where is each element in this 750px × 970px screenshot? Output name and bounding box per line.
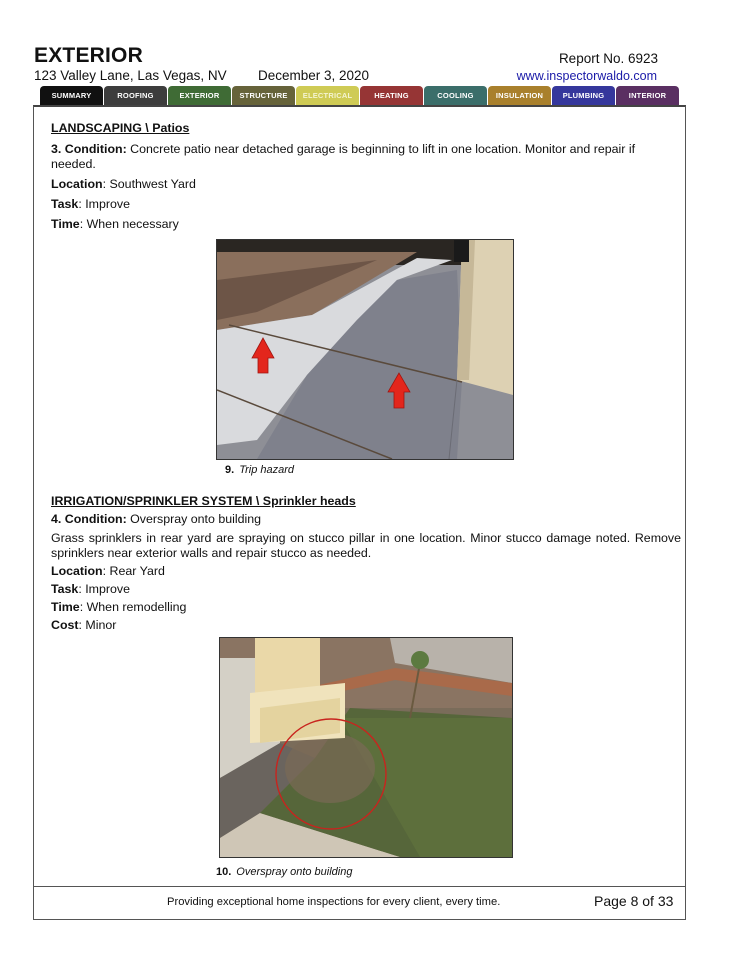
page-number: Page 8 of 33	[594, 893, 674, 909]
tab-plumbing[interactable]	[552, 86, 615, 105]
cost-line	[51, 618, 681, 633]
location-line	[51, 177, 681, 192]
condition-text: Concrete patio near detached garage is beginning to lift in one location. Monitor and repair if needed.	[51, 142, 636, 171]
tab-heating[interactable]	[360, 86, 423, 105]
photo-caption-text: Trip hazard	[239, 464, 295, 476]
tab-structure[interactable]	[232, 86, 295, 105]
patio-photo-image	[217, 240, 513, 459]
tab-summary[interactable]	[40, 86, 103, 105]
task-line	[51, 197, 681, 212]
cost-value: : Minor	[78, 618, 117, 632]
section-heading: IRRIGATION/SPRINKLER SYSTEM \ Sprinkler heads	[51, 494, 356, 508]
tab-label: PLUMBING	[562, 91, 605, 100]
location-label: Location	[51, 177, 103, 191]
photo-trip-hazard[interactable]	[216, 239, 514, 460]
report-number: Report No. 6923	[558, 51, 658, 66]
time-value: : When necessary	[79, 217, 179, 231]
footer-tagline: Providing exceptional home inspections for every client, every time.	[167, 896, 501, 908]
photo-number: 9.	[225, 464, 235, 476]
tab-insulation[interactable]	[488, 86, 551, 105]
sprinkler-photo-image	[220, 638, 512, 857]
tab-label: ELECTRICAL	[302, 91, 353, 100]
time-value: : When remodelling	[79, 600, 187, 614]
tab-label: ROOFING	[117, 91, 154, 100]
location-line	[51, 564, 681, 579]
section-heading: LANDSCAPING \ Patios	[51, 121, 190, 135]
condition-label: 4. Condition:	[51, 512, 127, 526]
tab-roofing[interactable]	[104, 86, 167, 105]
section-tabs	[40, 86, 680, 105]
tab-label: COOLING	[437, 91, 474, 100]
condition-label: 3. Condition:	[51, 142, 127, 156]
photo-overspray[interactable]	[219, 637, 513, 858]
time-label: Time	[51, 600, 80, 614]
photo-caption	[225, 464, 294, 476]
time-line	[51, 600, 681, 615]
photo-caption-text: Overspray onto building	[236, 866, 353, 878]
task-value: : Improve	[78, 582, 130, 596]
task-label: Task	[51, 582, 79, 596]
photo-caption	[216, 866, 352, 878]
property-address: 123 Valley Lane, Las Vegas, NV	[34, 68, 227, 83]
tab-label: INSULATION	[495, 91, 544, 100]
irrigation-section	[51, 494, 681, 633]
time-line	[51, 217, 681, 232]
tab-exterior[interactable]	[168, 86, 231, 105]
tab-label: STRUCTURE	[239, 91, 288, 100]
condition-line	[51, 512, 681, 527]
inspection-date: December 3, 2020	[258, 68, 370, 83]
footer-divider	[33, 886, 686, 887]
tab-label: EXTERIOR	[179, 91, 220, 100]
tab-label: SUMMARY	[51, 91, 92, 100]
time-label: Time	[51, 217, 80, 231]
task-value: : Improve	[78, 197, 130, 211]
location-value: : Southwest Yard	[102, 177, 196, 191]
location-label: Location	[51, 564, 103, 578]
tab-interior[interactable]	[616, 86, 679, 105]
tab-cooling[interactable]	[424, 86, 487, 105]
condition-text: Overspray onto building	[130, 512, 262, 526]
tab-label: INTERIOR	[628, 91, 667, 100]
photo-number: 10.	[216, 866, 232, 878]
description-text: Grass sprinklers in rear yard are spraying on stucco pillar in one location. Minor stucco damage noted. Remove sprinklers near exterior walls and repair stucco as needed.	[51, 531, 681, 560]
condition-line	[51, 142, 681, 172]
task-label: Task	[51, 197, 79, 211]
website-link[interactable]: www.inspectorwaldo.com	[516, 69, 657, 83]
cost-label: Cost	[51, 618, 79, 632]
tab-label: HEATING	[374, 91, 409, 100]
task-line	[51, 582, 681, 597]
location-value: : Rear Yard	[102, 564, 165, 578]
landscaping-section	[51, 121, 681, 232]
tab-electrical[interactable]	[296, 86, 359, 105]
report-title: EXTERIOR	[34, 44, 143, 67]
